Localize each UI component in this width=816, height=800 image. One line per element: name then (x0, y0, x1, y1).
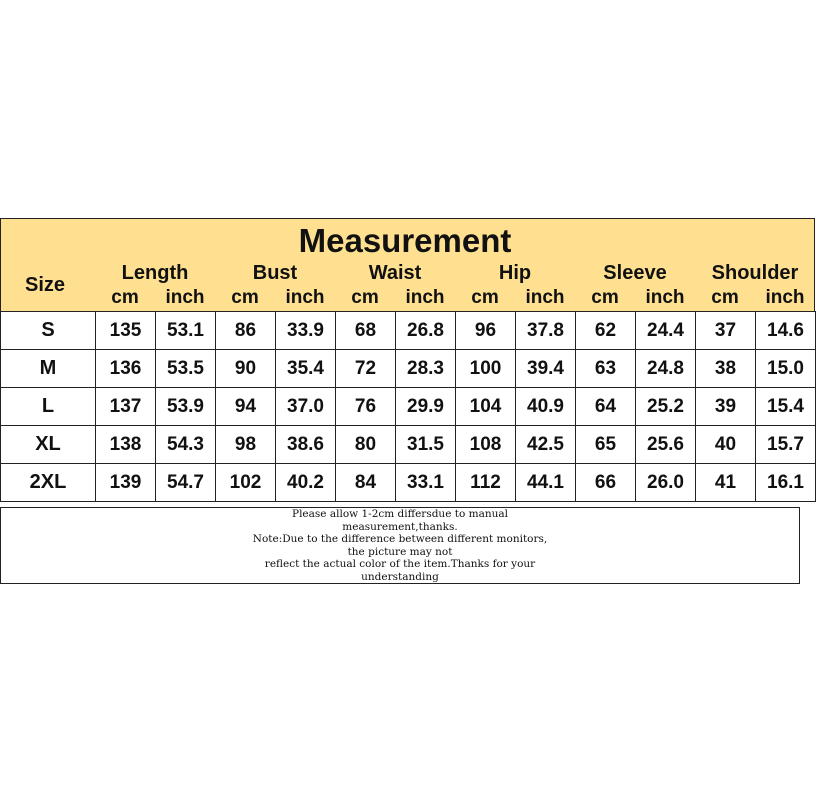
table-cell: 76 (335, 387, 396, 426)
table-cell: 68 (335, 311, 396, 350)
table-cell: 33.9 (275, 311, 336, 350)
table-cell: 64 (575, 387, 636, 426)
table-cell: 24.4 (635, 311, 696, 350)
table-cell: 98 (215, 425, 276, 464)
table-cell: 100 (455, 349, 516, 388)
table-cell: 53.5 (155, 349, 216, 388)
note-line: understanding (361, 570, 439, 583)
measurement-group-header: Waist (368, 261, 422, 284)
unit-header: cm (591, 287, 619, 308)
measurement-group-header: Sleeve (603, 261, 667, 284)
size-cell: 2XL (0, 463, 96, 502)
table-cell: 72 (335, 349, 396, 388)
table-cell: 66 (575, 463, 636, 502)
table-cell: 112 (455, 463, 516, 502)
size-cell: L (0, 387, 96, 426)
table-cell: 37 (695, 311, 756, 350)
unit-header: inch (165, 287, 205, 308)
size-cell: S (0, 311, 96, 350)
unit-header: inch (405, 287, 445, 308)
table-cell: 24.8 (635, 349, 696, 388)
note-line: measurement,thanks. (342, 520, 458, 533)
size-cell: XL (0, 425, 96, 464)
unit-header: inch (285, 287, 325, 308)
measurement-group-header: Bust (252, 261, 298, 284)
unit-header: inch (525, 287, 565, 308)
unit-header: cm (711, 287, 739, 308)
table-cell: 65 (575, 425, 636, 464)
table-cell: 104 (455, 387, 516, 426)
table-cell: 15.0 (755, 349, 816, 388)
table-cell: 38.6 (275, 425, 336, 464)
table-cell: 136 (95, 349, 156, 388)
unit-header: cm (471, 287, 499, 308)
table-cell: 29.9 (395, 387, 456, 426)
table-cell: 15.7 (755, 425, 816, 464)
table-cell: 40 (695, 425, 756, 464)
table-cell: 44.1 (515, 463, 576, 502)
table-cell: 37.0 (275, 387, 336, 426)
table-cell: 53.1 (155, 311, 216, 350)
measurement-group-header: Shoulder (711, 261, 799, 284)
table-cell: 138 (95, 425, 156, 464)
unit-header: inch (645, 287, 685, 308)
table-cell: 40.2 (275, 463, 336, 502)
table-cell: 38 (695, 349, 756, 388)
table-cell: 25.6 (635, 425, 696, 464)
table-cell: 108 (455, 425, 516, 464)
table-cell: 86 (215, 311, 276, 350)
note-line: Please allow 1-2cm differsdue to manual (292, 508, 508, 520)
table-cell: 54.7 (155, 463, 216, 502)
disclaimer-note (0, 507, 800, 584)
table-cell: 62 (575, 311, 636, 350)
table-cell: 137 (95, 387, 156, 426)
unit-header: cm (111, 287, 139, 308)
table-cell: 16.1 (755, 463, 816, 502)
table-cell: 26.0 (635, 463, 696, 502)
table-cell: 15.4 (755, 387, 816, 426)
note-line: the picture may not (347, 545, 453, 558)
table-cell: 53.9 (155, 387, 216, 426)
table-cell: 25.2 (635, 387, 696, 426)
note-line: reflect the actual color of the item.Thanks for your (264, 558, 536, 571)
table-cell: 39.4 (515, 349, 576, 388)
table-cell: 28.3 (395, 349, 456, 388)
table-cell: 63 (575, 349, 636, 388)
table-cell: 96 (455, 311, 516, 350)
table-cell: 90 (215, 349, 276, 388)
size-column-header: Size (24, 273, 66, 296)
table-title: Measurement (298, 221, 512, 259)
measurement-group-header: Length (121, 261, 189, 284)
table-cell: 35.4 (275, 349, 336, 388)
table-cell: 31.5 (395, 425, 456, 464)
table-cell: 135 (95, 311, 156, 350)
unit-header: cm (351, 287, 379, 308)
unit-header: cm (231, 287, 259, 308)
table-cell: 41 (695, 463, 756, 502)
table-cell: 80 (335, 425, 396, 464)
table-cell: 33.1 (395, 463, 456, 502)
table-cell: 102 (215, 463, 276, 502)
table-cell: 37.8 (515, 311, 576, 350)
size-cell: M (0, 349, 96, 388)
note-line: Note:Due to the difference between different monitors, (252, 533, 548, 546)
table-cell: 26.8 (395, 311, 456, 350)
measurement-group-header: Hip (498, 261, 532, 284)
table-cell: 39 (695, 387, 756, 426)
table-cell: 54.3 (155, 425, 216, 464)
table-cell: 84 (335, 463, 396, 502)
table-cell: 94 (215, 387, 276, 426)
table-cell: 42.5 (515, 425, 576, 464)
table-cell: 40.9 (515, 387, 576, 426)
table-cell: 14.6 (755, 311, 816, 350)
table-cell: 139 (95, 463, 156, 502)
unit-header: inch (765, 287, 805, 308)
